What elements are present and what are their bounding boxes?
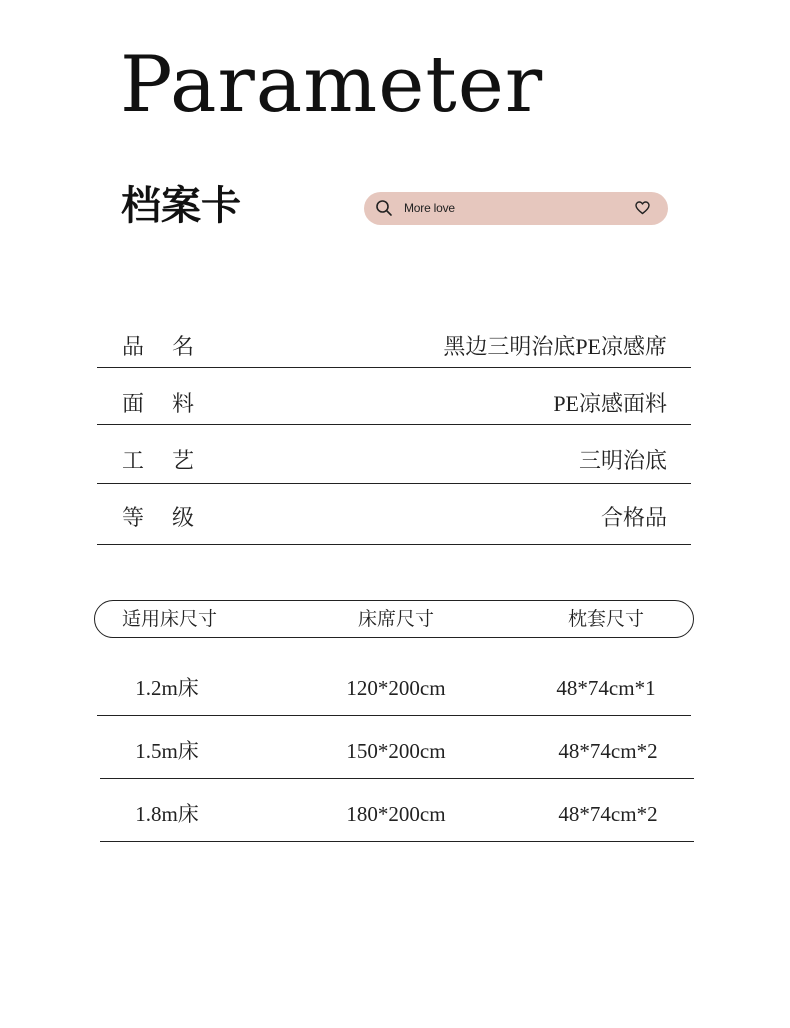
table-row: [100, 779, 694, 842]
size-table-header: [94, 600, 694, 638]
param-row-grade: [97, 484, 691, 545]
page-title: Parameter: [120, 40, 544, 130]
search-text: More love: [404, 201, 455, 215]
size-header-mat: 床席尺寸: [358, 609, 435, 630]
page-subtitle: 档案卡: [121, 183, 241, 229]
param-value: 合格品: [600, 505, 667, 530]
size-header-bed: 适用床尺寸: [122, 609, 218, 630]
param-row-name: [97, 330, 691, 368]
param-label: 品名: [122, 334, 223, 359]
size-cell-bed: 1.8m床: [135, 802, 199, 826]
param-row-craft: [97, 425, 691, 484]
param-label: 等级: [122, 505, 223, 530]
param-row-fabric: [97, 368, 691, 425]
table-row: [97, 655, 691, 716]
size-cell-pillow: 48*74cm*2: [558, 802, 658, 826]
size-cell-mat: 180*200cm: [346, 802, 446, 826]
param-label: 面料: [122, 391, 223, 416]
size-cell-mat: 120*200cm: [346, 676, 446, 700]
size-cell-pillow: 48*74cm*2: [558, 739, 658, 763]
size-cell-bed: 1.5m床: [135, 739, 199, 763]
param-value: 三明治底: [578, 448, 667, 473]
size-cell-mat: 150*200cm: [346, 739, 446, 763]
search-bar[interactable]: [364, 192, 668, 225]
param-value: 黑边三明治底PE凉感席: [443, 334, 667, 359]
param-label: 工艺: [122, 448, 223, 473]
heart-icon[interactable]: [635, 201, 650, 220]
size-cell-pillow: 48*74cm*1: [556, 676, 656, 700]
search-icon: [375, 199, 393, 222]
size-header-pillow: 枕套尺寸: [568, 609, 645, 630]
size-cell-bed: 1.2m床: [135, 676, 199, 700]
param-value: PE凉感面料: [553, 391, 667, 416]
table-row: [100, 716, 694, 779]
